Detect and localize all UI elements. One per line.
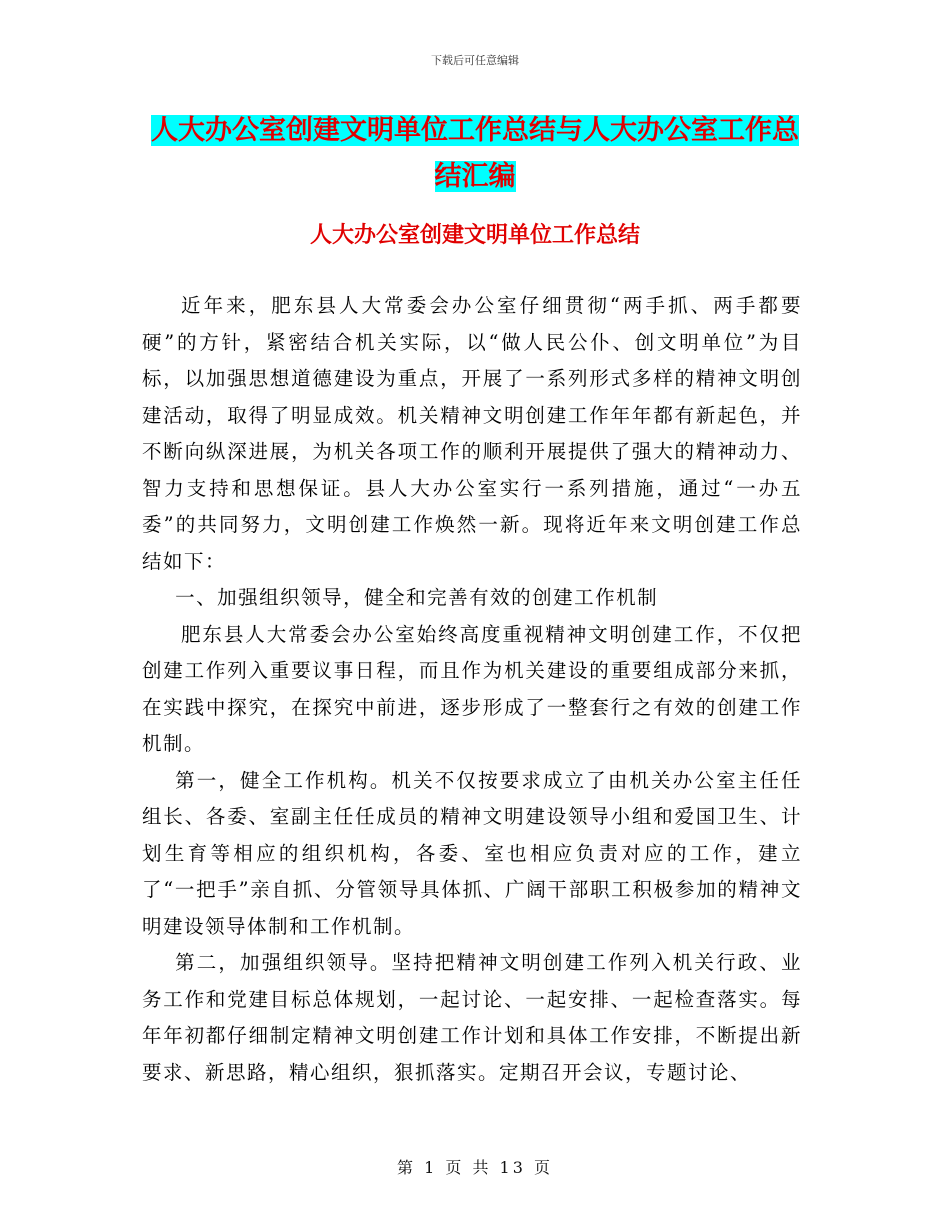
paragraph-first-point: 第一，健全工作机构。机关不仅按要求成立了由机关办公室主任任组长、各委、室副主任任成员的精神文明建设领导小组和爱国卫生、计划生育等相应的组织机构，各委、室也相应负责对应的工作，建立了“一把手”亲自抓、分管领导具体抓、广阔干部职工积极参加的精神文明建设领导体制和工作机制。 <box>142 768 802 938</box>
paragraph-mechanism: 肥东县人大常委会办公室始终高度重视精神文明创建工作，不仅把创建工作列入重要议事日程，而且作为机关建设的重要组成部分来抓，在实践中探究，在探究中前进，逐步形成了一整套行之有效的创建工作机制。 <box>142 622 802 755</box>
paragraph-intro: 近年来，肥东县人大常委会办公室仔细贯彻“两手抓、两手都要硬”的方针，紧密结合机关实际，以“做人民公仆、创文明单位”为目标，以加强思想道德建设为重点，开展了一系列形式多样的精神文明创建活动，取得了明显成效。机关精神文明创建工作年年都有新起色，并不断向纵深进展，为机关各项工作的顺利开展提供了强大的精神动力、智力支持和思想保证。县人大办公室实行一系列措施，通过“一办五委”的共同努力，文明创建工作焕然一新。现将近年来文明创建工作总结如下： <box>142 294 802 573</box>
header-note: 下载后可任意编辑 <box>431 54 519 67</box>
document-body <box>142 288 802 1091</box>
document-main-title <box>140 108 810 200</box>
page-number-footer: 第 1 页 共 13 页 <box>397 1158 553 1177</box>
paragraph-second-point: 第二，加强组织领导。坚持把精神文明创建工作列入机关行政、业务工作和党建目标总体规划，一起讨论、一起安排、一起检查落实。每年年初都仔细制定精神文明创建工作计划和具体工作安排，不断提出新要求、新思路，精心组织，狠抓落实。定期召开会议，专题讨论、 <box>142 951 802 1084</box>
paragraph-heading-1: 一、加强组织领导，健全和完善有效的创建工作机制 <box>175 586 659 609</box>
section-title: 人大办公室创建文明单位工作总结 <box>309 223 640 248</box>
main-title-highlight: 人大办公室创建文明单位工作总结与人大办公室工作总结汇编 <box>151 115 799 192</box>
